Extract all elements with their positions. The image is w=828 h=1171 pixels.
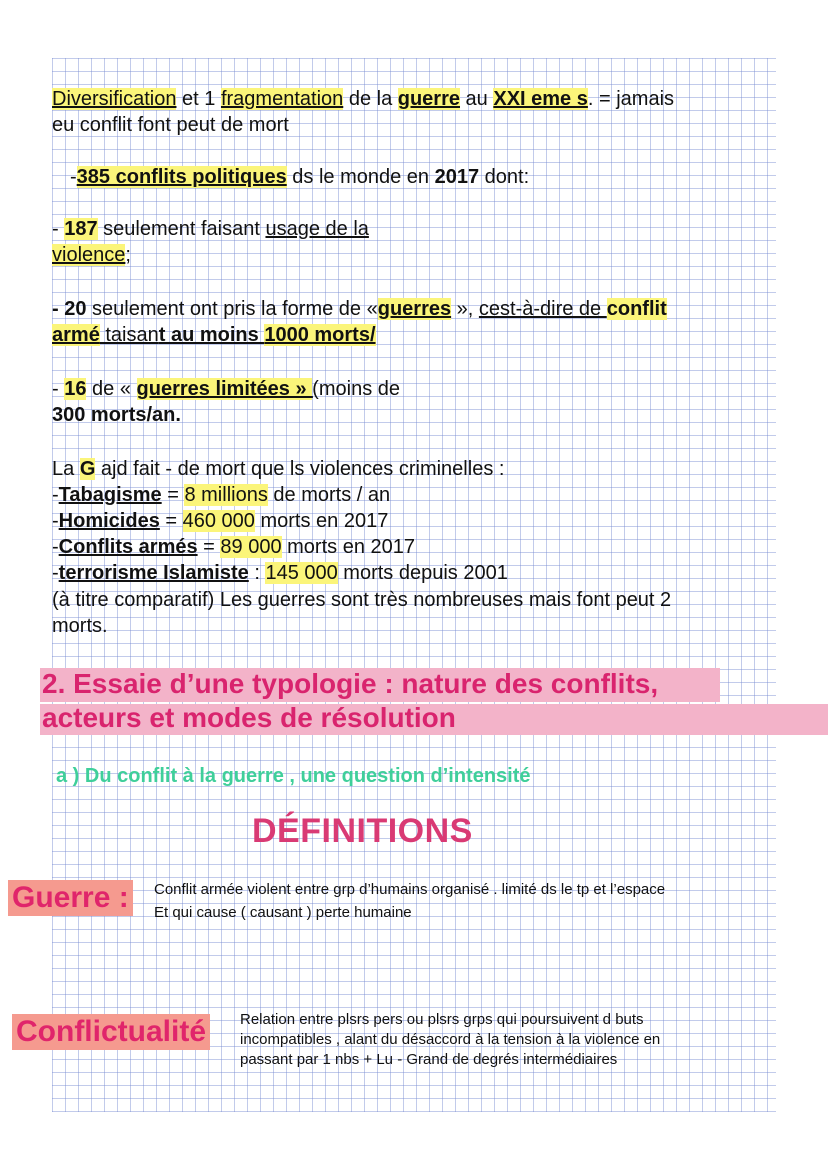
number-20: - 20 [52,298,87,320]
text: morts en 2017 [254,510,389,532]
stat-label: Conflits armés [58,536,198,558]
text: ; [125,244,131,266]
text: : [248,562,266,584]
item-187-line-1 [52,216,369,242]
conflictualite-definition-line-3: passant par 1 nbs + Lu - Grand de degrés intermédiaires [240,1051,618,1068]
definitions-title: DÉFINITIONS [252,812,473,850]
text: usage de la [265,218,369,240]
letter-g: G [79,458,96,480]
text: ds le monde en [286,166,435,188]
term-1000-morts: 1000 morts/ [264,324,376,346]
item-20-line-2 [52,322,376,348]
number-187: 187 [64,218,98,240]
term-arme: armé [52,324,100,346]
stat-row: -terrorisme Islamiste : 145 000 morts depuis 2001 [52,562,508,584]
text: La [52,458,80,480]
text: - [70,166,77,188]
guerre-definition-line-1: Conflit armée violent entre grp d’humains organisé . limité ds le tp et l’espace [154,881,666,898]
text: morts depuis 2001 [337,562,508,584]
stat-label: Homicides [58,510,160,532]
conflicts-count: 385 conflits politiques [76,166,287,188]
text: seulement faisant [97,218,266,240]
conflicts-line [70,164,529,190]
term-century: XXI eme s [493,88,588,110]
text: = [197,536,221,558]
text: et 1 [176,88,221,110]
text: . = jamais [587,88,675,110]
stat-label: Tabagisme [58,484,162,506]
term-guerre: guerre [397,88,460,110]
stat-row: -Homicides = 460 000 morts en 2017 [52,510,389,532]
text: de morts / an [267,484,391,506]
stats-note-2: morts. [52,615,108,637]
section-2-heading-line-1: 2. Essaie d’une typologie : nature des conflits, [42,668,659,699]
stat-label: terrorisme Islamiste [58,562,249,584]
conflictualite-definition-line-2: incompatibles , alant du désaccord à la tension à la violence en [240,1031,661,1048]
term-fragmentation: fragmentation [220,88,344,110]
text: - [52,218,65,240]
text: ajd fait - de mort que ls violences criminelles : [95,458,505,480]
conflictualite-definition-line-1: Relation entre plsrs pers ou plsrs grps qui poursuivent d buts [240,1011,644,1028]
year: 2017 [434,166,480,188]
term-violence: violence [52,244,126,266]
term-diversification: Diversification [52,88,177,110]
item-16-line-2 [52,402,181,428]
text: seulement ont pris la forme de « [86,298,378,320]
stats-note-1: (à titre comparatif) Les guerres sont très nombreuses mais font peut 2 [52,589,672,611]
intro-line-1 [52,86,674,112]
text: ( [312,378,319,400]
text: de « [86,378,137,400]
section-2-heading-line-2: acteurs et modes de résolution [42,702,456,733]
term-guerre-label: Guerre : [8,880,133,916]
text: cest-à-dire de [478,298,607,320]
text: dont: [479,166,530,188]
subsection-a-heading: a ) Du conflit à la guerre , une question d’intensité [56,765,531,787]
stat-value: 8 millions [184,484,268,506]
term-conflit: conflit [606,298,667,320]
term-guerres-limitees: guerres limitées » [136,378,313,400]
text: t au moins [158,324,265,346]
item-187-line-2 [52,242,131,268]
stats-intro [52,456,504,482]
guerre-definition-line-2: Et qui cause ( causant ) perte humaine [154,904,412,921]
stat-row: -Conflits armés = 89 000 morts en 2017 [52,536,415,558]
text: = [159,510,183,532]
text: », [451,298,479,320]
text: morts en 2017 [281,536,415,558]
text: de la [343,88,398,110]
item-20-line-1 [52,296,667,322]
text: - [52,378,65,400]
text: = [161,484,185,506]
intro-line-2: eu conflit font peut de mort [52,114,289,136]
text: moins de [318,378,400,400]
text: taisan [99,324,159,346]
term-guerres: guerres [377,298,452,320]
stat-value: 89 000 [220,536,282,558]
text: 300 morts/an. [52,404,181,426]
stat-value: 145 000 [265,562,338,584]
stat-value: 460 000 [182,510,255,532]
text: au [460,88,494,110]
item-16-line-1 [52,376,400,402]
number-16: 16 [64,378,87,400]
term-conflictualite-label: Conflictualité [12,1014,210,1050]
stat-row: -Tabagisme = 8 millions de morts / an [52,484,391,506]
